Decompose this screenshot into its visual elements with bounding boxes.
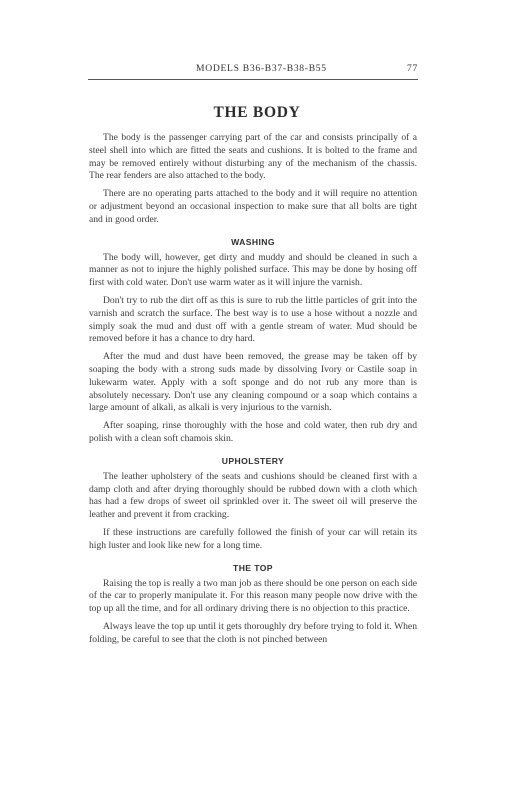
- paragraph: There are no operating parts attached to the body and it will require no attention or adjustment beyond an occasional inspection to make sure that all bolts are tight and in good order.: [89, 188, 417, 225]
- washing-section: [89, 237, 417, 446]
- page-number: 77: [407, 63, 418, 74]
- section-heading-upholstery: UPHOLSTERY: [221, 455, 285, 466]
- section-heading-washing: WASHING: [231, 236, 275, 247]
- upholstery-section: [89, 456, 417, 553]
- paragraph: Raising the top is really a two man job as there should be one person on each side of the car to properly manipulate it. For this reason many people now drive with the top up all the time, and for all ordinary driving there is no objection to this practice.: [89, 577, 417, 615]
- text-block: [89, 104, 417, 647]
- paragraph: The leather upholstery of the seats and cushions should be cleaned first with a damp cloth and after drying thoroughly should be rubbed down with a cloth which has had a few drops of sweet oil sprinkled over it. The sweet oil will preserve the leather and prevent it from cracking.: [89, 470, 417, 521]
- paragraph: Don't try to rub the dirt off as this is sure to rub the little particles of grit into the varnish and scratch the surface. The best way is to use a hose without a nozzle and simply soak the mud and dust off with a gentle stream of water. Mud should be removed before it has a chance to dry hard.: [89, 294, 417, 345]
- chapter-title: THE BODY: [213, 104, 301, 121]
- intro-section: [89, 132, 417, 227]
- header-rule: [88, 79, 418, 80]
- paragraph: After soaping, rinse thoroughly with the hose and cold water, then rub dry and polish with a clean soft chamois skin.: [89, 420, 417, 444]
- section-heading-top: THE TOP: [233, 562, 273, 573]
- paragraph: The body is the passenger carrying part of the car and consists principally of a steel shell into which are fitted the seats and cushions. It is bolted to the frame and may be removed entirely without disturbing any of the mechanism of the chassis. The rear fenders are also attached to the body.: [89, 132, 417, 182]
- paragraph: If these instructions are carefully followed the finish of your car will retain its high luster and look like new for a long time.: [89, 526, 417, 551]
- running-title: MODELS B36-B37-B38-B55: [196, 63, 327, 74]
- paragraph: After the mud and dust have been removed, the grease may be taken off by soaping the body with a strong suds made by dissolving Ivory or Castile soap in lukewarm water. Apply with a soft sponge and do not rub any more than is absolutely necessary. Don't use any cleaning compound or a soap which contains a large amount of alkali, as alkali is very injurious to the varnish.: [89, 351, 417, 414]
- running-header: [88, 63, 418, 77]
- top-section: [89, 563, 417, 647]
- paragraph: Always leave the top up until it gets thoroughly dry before trying to fold it. When folding, be careful to see that the cloth is not pinched between: [89, 620, 417, 645]
- paragraph: The body will, however, get dirty and muddy and should be cleaned in such a manner as not to injure the highly polished surface. This may be done by hosing off first with cold water. Don't use warm water as it will injure the varnish.: [89, 251, 417, 289]
